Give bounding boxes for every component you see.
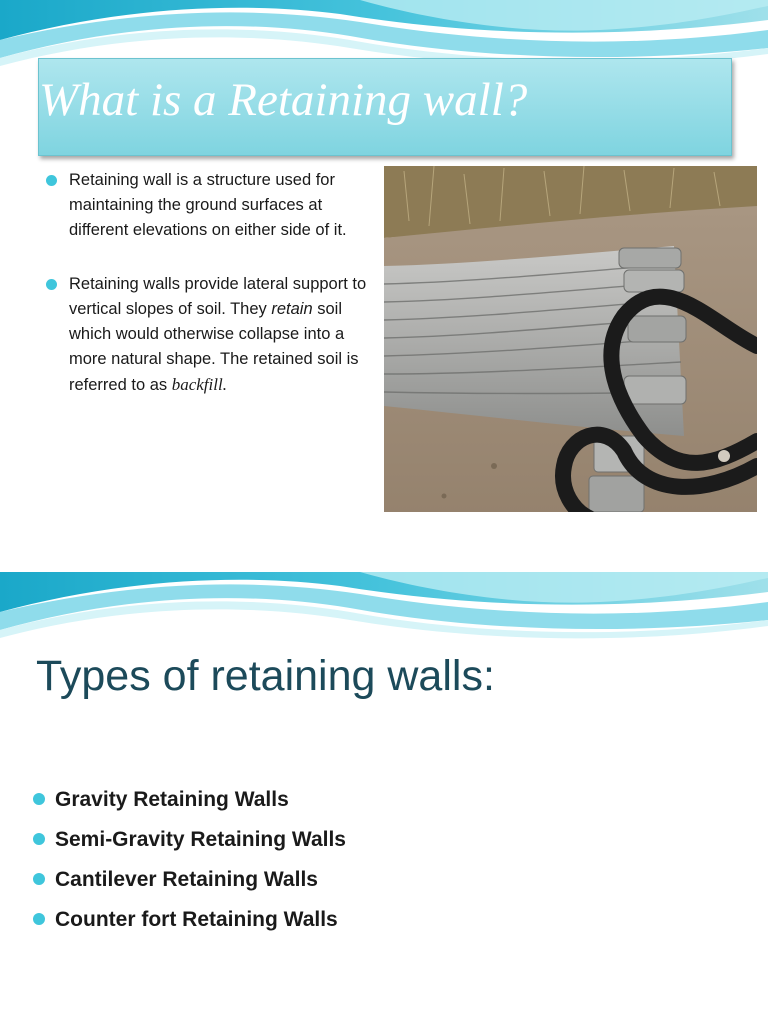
bullet-text: Retaining wall is a structure used for maintaining the ground surfaces at different elevations on either side of it.	[69, 171, 347, 239]
bullet-dot-icon	[33, 913, 45, 925]
types-bullet-list	[33, 780, 346, 940]
bullet-dot-icon	[33, 833, 45, 845]
list-item	[33, 900, 346, 940]
bullet-emphasis-backfill: backfill.	[171, 375, 227, 394]
bullet-text-part1: Retaining walls provide lateral support to vertical slopes of soil. They	[69, 275, 367, 318]
bullet-dot-icon	[46, 279, 57, 290]
bullet-dot-icon	[46, 175, 57, 186]
list-item	[33, 820, 346, 860]
list-item	[33, 860, 346, 900]
title-box	[38, 58, 732, 156]
type-label: Counter fort Retaining Walls	[55, 908, 338, 931]
list-item	[46, 168, 372, 243]
type-label: Gravity Retaining Walls	[55, 788, 289, 811]
list-item	[46, 272, 372, 398]
bullet-dot-icon	[33, 793, 45, 805]
bullet-emphasis-retain: retain	[271, 300, 313, 318]
list-item	[33, 780, 346, 820]
slide-types-of-retaining-walls	[0, 512, 768, 1024]
bullet-dot-icon	[33, 873, 45, 885]
bullet-text-part2: soil which would otherwise collapse into a more natural shape. The retained soil is referred to as	[69, 300, 359, 394]
type-label: Cantilever Retaining Walls	[55, 868, 318, 891]
slide-title: What is a Retaining wall?	[39, 74, 528, 126]
retaining-wall-photo-icon	[384, 166, 757, 512]
definition-bullet-list	[46, 168, 372, 398]
slide-title: Types of retaining walls:	[36, 652, 495, 700]
retaining-wall-photo	[384, 166, 757, 512]
type-label: Semi-Gravity Retaining Walls	[55, 828, 346, 851]
